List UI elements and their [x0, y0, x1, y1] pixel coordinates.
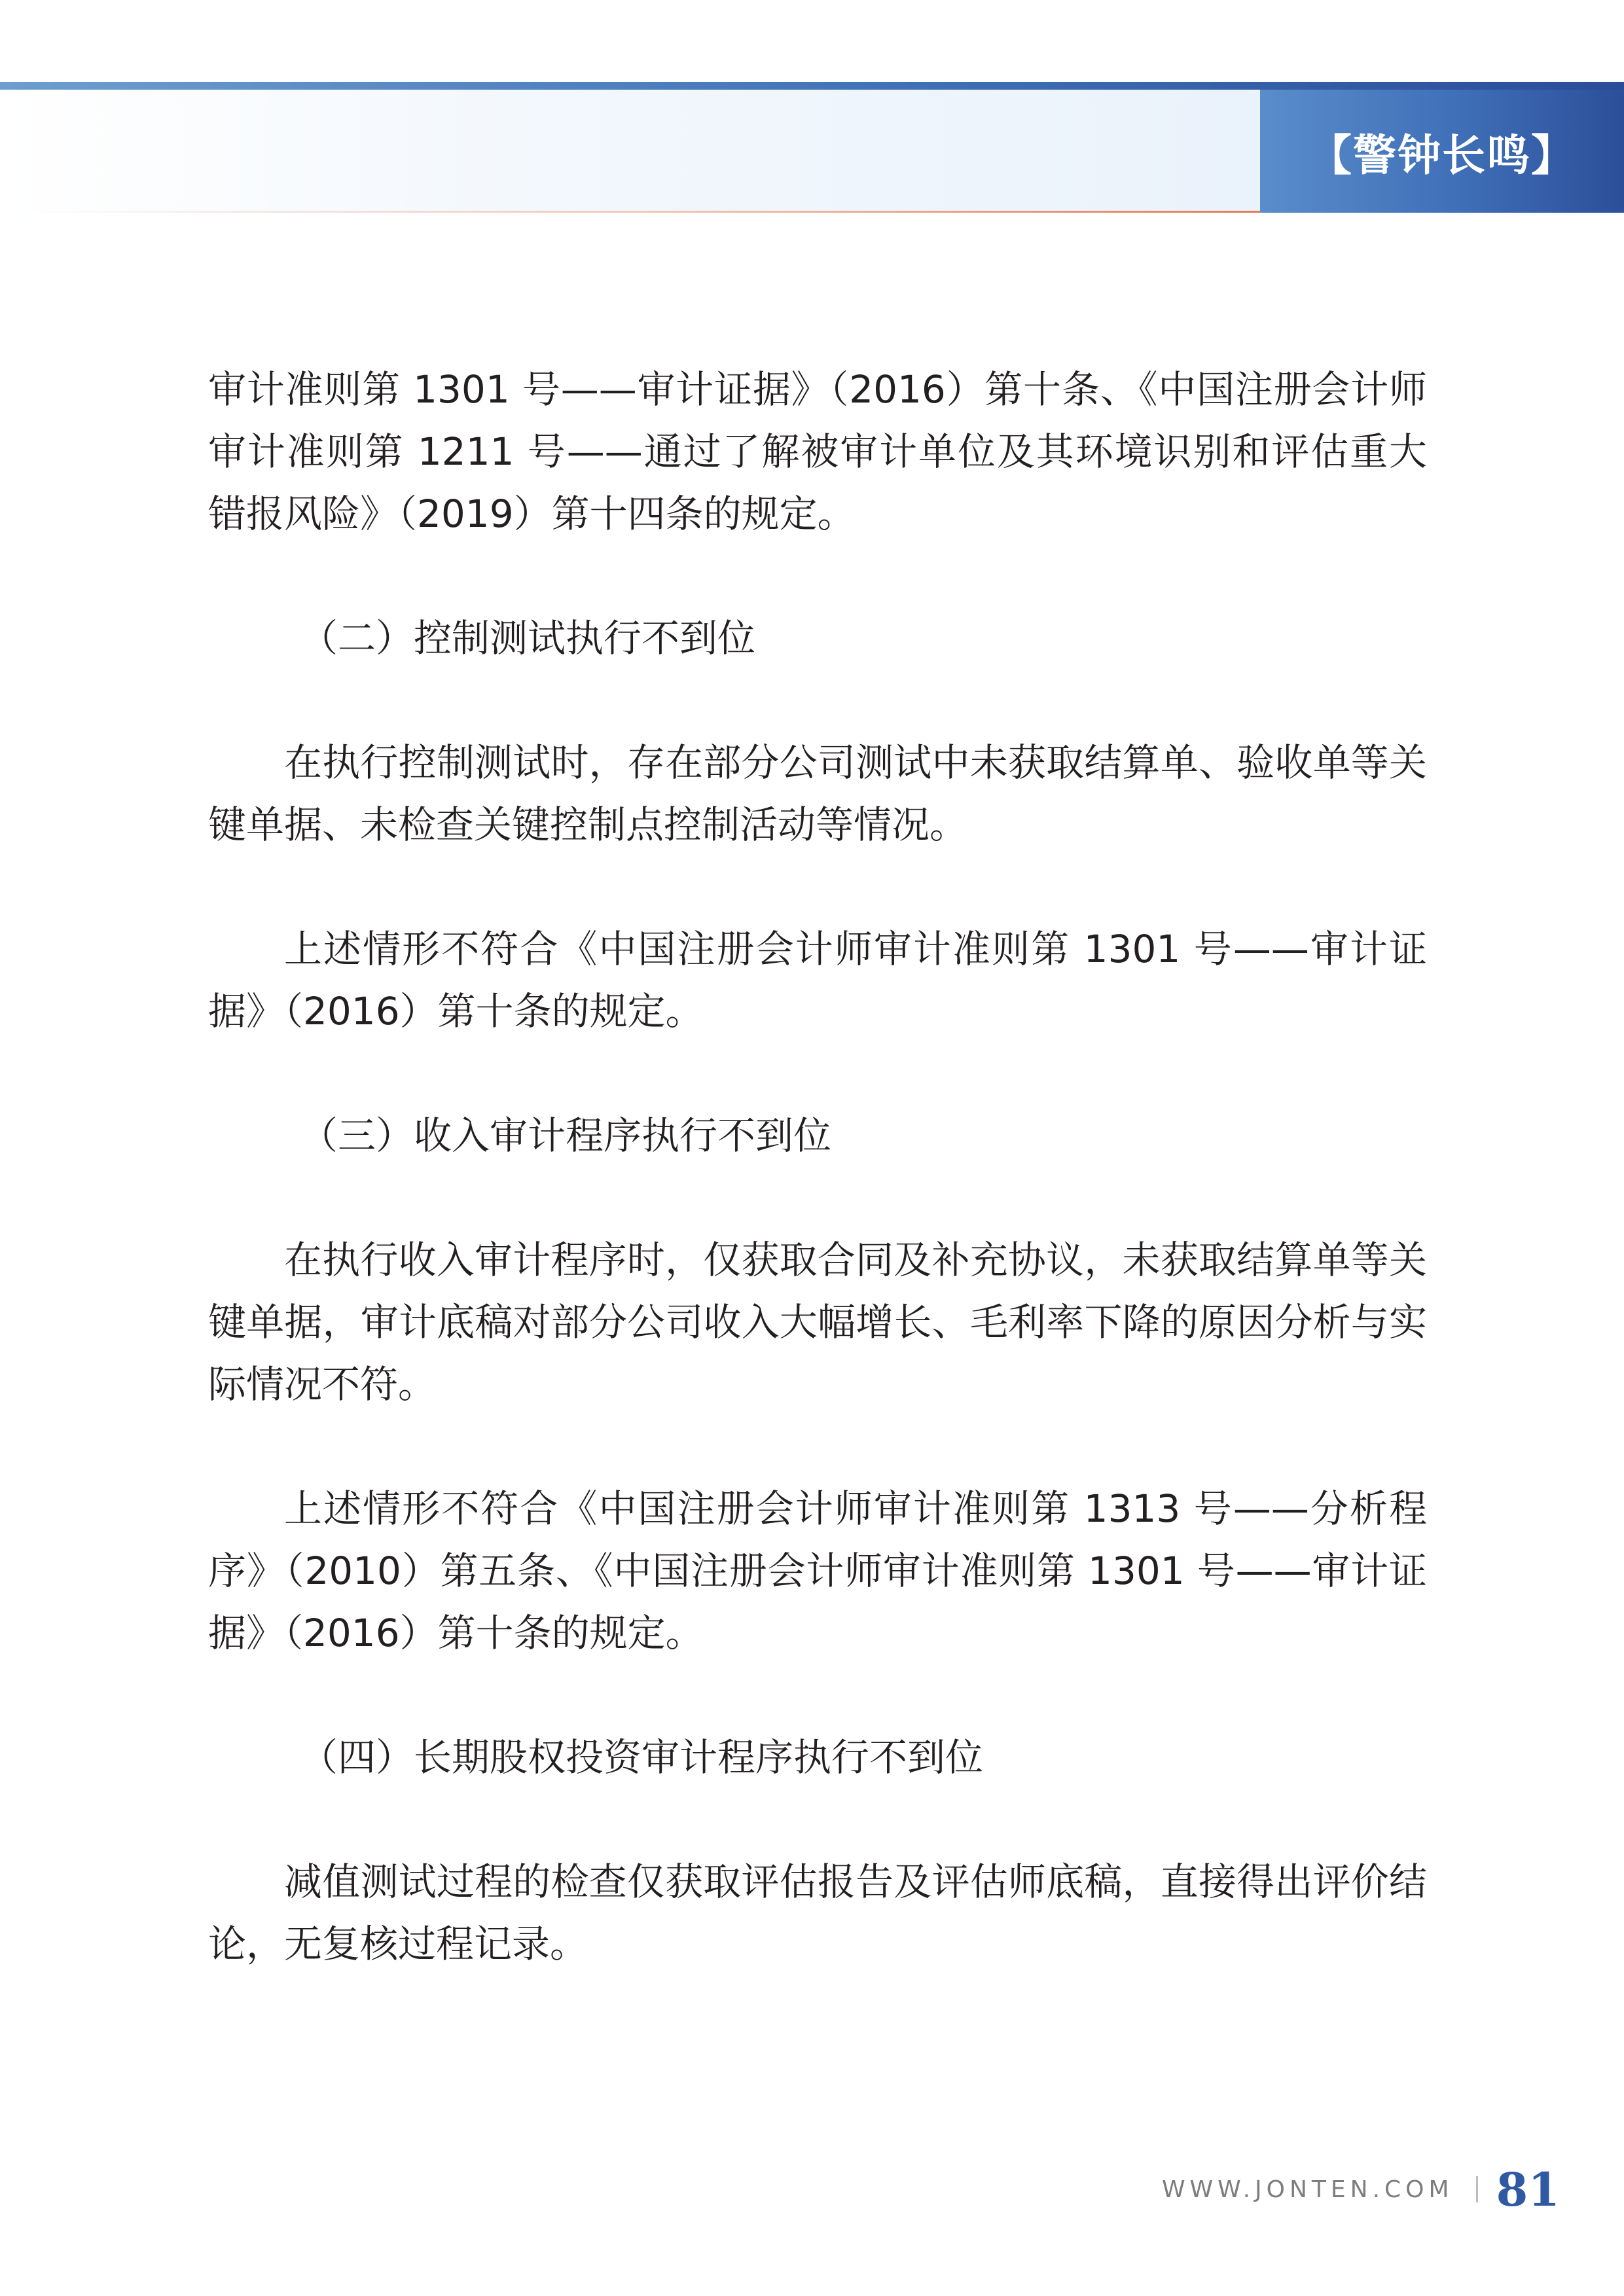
header-top-rule — [0, 82, 1624, 90]
paragraph: 审计准则第 1301 号——审计证据》（2016）第十条、《中国注册会计师审计准则第 1211 号——通过了解被审计单位及其环境识别和评估重大错报风险》（2019）第十四条的规定。 — [208, 367, 1427, 536]
header-underline — [26, 211, 1260, 213]
paragraph: 减值测试过程的检查仅获取评估报告及评估师底稿，直接得出评价结论，无复核过程记录。 — [208, 1859, 1427, 1966]
paragraph: 上述情形不符合《中国注册会计师审计准则第 1301 号——审计证据》（2016）第十条的规定。 — [208, 927, 1427, 1033]
paragraph: 在执行控制测试时，存在部分公司测试中未获取结算单、验收单等关键单据、未检查关键控制点控制活动等情况。 — [208, 740, 1427, 847]
section-tag-label: 【警钟长鸣】 — [1308, 130, 1576, 181]
body-content — [208, 359, 1427, 1975]
section-heading: （四）长期股权投资审计程序执行不到位 — [300, 1735, 984, 1780]
header-band — [0, 90, 1260, 213]
page-number: 81 — [1496, 2162, 1560, 2217]
section-heading: （二）控制测试执行不到位 — [300, 616, 756, 660]
footer-website: WWW.JONTEN.COM — [1161, 2176, 1454, 2203]
paragraph: 在执行收入审计程序时，仅获取合同及补充协议，未获取结算单等关键单据，审计底稿对部分公司收入大幅增长、毛利率下降的原因分析与实际情况不符。 — [208, 1238, 1427, 1407]
section-heading: （三）收入审计程序执行不到位 — [300, 1113, 832, 1158]
section-tag — [1260, 90, 1624, 213]
paragraph: 上述情形不符合《中国注册会计师审计准则第 1313 号——分析程序》（2010）第五条、《中国注册会计师审计准则第 1301 号——审计证据》（2016）第十条的规定。 — [208, 1486, 1427, 1655]
footer-divider — [1476, 2176, 1478, 2202]
page-footer — [1162, 2153, 1560, 2225]
